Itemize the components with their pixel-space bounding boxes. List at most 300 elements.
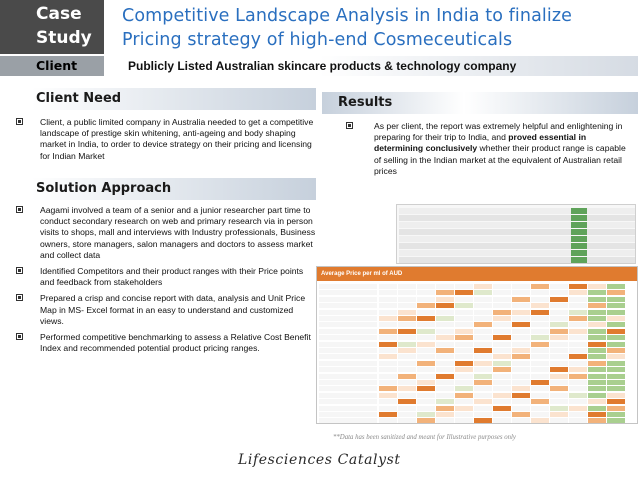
- thumbnail-cell: [588, 348, 606, 353]
- thumbnail-cell: [398, 348, 416, 353]
- thumbnail-cell: [493, 348, 511, 353]
- thumbnail-cell: [436, 380, 454, 385]
- thumbnail-cell: [550, 418, 568, 423]
- thumbnail-cell: [417, 406, 435, 411]
- thumbnail-cell: [417, 322, 435, 327]
- thumbnail-cell: [417, 297, 435, 302]
- thumbnail-cell: [531, 316, 549, 321]
- thumbnail-cell: [455, 348, 473, 353]
- thumbnail-cell: [319, 297, 377, 302]
- thumbnail-cell: [474, 342, 492, 347]
- thumbnail-cell: [417, 335, 435, 340]
- thumbnail-cell: [474, 374, 492, 379]
- thumbnail-highlight: [571, 229, 587, 235]
- thumbnail-cell: [569, 290, 587, 295]
- thumbnail-cell: [512, 329, 530, 334]
- thumbnail-cell: [493, 374, 511, 379]
- thumbnail-cell: [398, 367, 416, 372]
- thumbnail-cell: [531, 418, 549, 423]
- thumbnail-cell: [493, 412, 511, 417]
- solution-heading: Solution Approach: [36, 181, 172, 196]
- thumbnail-cell: [588, 393, 606, 398]
- thumbnail-cell: [474, 290, 492, 295]
- thumbnail-cell: [398, 418, 416, 423]
- bullet-icon: [346, 122, 353, 129]
- thumbnail-highlight: [571, 236, 587, 242]
- thumbnail-cell: [379, 284, 397, 289]
- thumbnail-cell: [512, 284, 530, 289]
- thumbnail-cell: [319, 399, 377, 404]
- thumbnail-cell: [569, 310, 587, 315]
- thumbnail-cell: [588, 367, 606, 372]
- thumbnail-highlight: [571, 250, 587, 256]
- thumbnail-cell: [379, 367, 397, 372]
- thumbnail-row: [399, 208, 635, 214]
- thumbnail-cell: [379, 348, 397, 353]
- thumbnail-cell: [455, 374, 473, 379]
- thumbnail-cell: [512, 310, 530, 315]
- thumbnail-cell: [550, 380, 568, 385]
- thumbnail-cell: [319, 310, 377, 315]
- thumbnail-cell: [436, 361, 454, 366]
- thumbnail-cell: [455, 329, 473, 334]
- thumbnail-cell: [607, 354, 625, 359]
- thumbnail-cell: [493, 310, 511, 315]
- thumbnail-cell: [474, 335, 492, 340]
- thumbnail-cell: [550, 354, 568, 359]
- thumbnail-cell: [417, 367, 435, 372]
- thumbnail-cell: [455, 316, 473, 321]
- thumbnail-cell: [569, 284, 587, 289]
- thumbnail-cell: [607, 310, 625, 315]
- thumbnail-cell: [455, 303, 473, 308]
- thumbnail-cell: [398, 361, 416, 366]
- thumbnail-cell: [436, 386, 454, 391]
- thumbnail-cell: [607, 406, 625, 411]
- thumbnail-cell: [417, 342, 435, 347]
- thumbnail-cell: [607, 342, 625, 347]
- thumbnail-cell: [607, 393, 625, 398]
- thumbnail-cell: [588, 361, 606, 366]
- thumbnail-cell: [588, 412, 606, 417]
- list-item: Client, a public limited company in Australia needed to get a competitive landscape of prestige skin whitening, anti-ageing and body shaping market in India, to order to device strategy on their pricing and licensing for Indian Market: [0, 117, 316, 162]
- thumbnail-cell: [531, 386, 549, 391]
- thumbnail-cell: [455, 386, 473, 391]
- thumbnail-cell: [607, 361, 625, 366]
- bullet-icon: [16, 118, 23, 125]
- thumbnail-cell: [436, 412, 454, 417]
- thumbnail-highlight: [571, 215, 587, 221]
- thumbnail-cell: [512, 412, 530, 417]
- thumbnail-cell: [512, 380, 530, 385]
- thumbnail-cell: [319, 361, 377, 366]
- thumbnail-cell: [531, 322, 549, 327]
- thumbnail-cell: [455, 412, 473, 417]
- thumbnail-cell: [493, 380, 511, 385]
- thumbnail-cell: [493, 284, 511, 289]
- thumbnail-cell: [607, 418, 625, 423]
- thumbnail-cell: [493, 342, 511, 347]
- thumbnail-cell: [493, 290, 511, 295]
- thumbnail-highlight: [571, 208, 587, 214]
- thumbnail-cell: [607, 412, 625, 417]
- thumbnail-cell: [379, 380, 397, 385]
- thumbnail-highlight: [571, 222, 587, 228]
- bullet-icon: [16, 267, 23, 274]
- bullet-icon: [16, 294, 23, 301]
- thumbnail-cell: [531, 374, 549, 379]
- thumbnail-cell: [474, 393, 492, 398]
- thumbnail-cell: [379, 418, 397, 423]
- thumbnail-row: [399, 229, 635, 235]
- thumbnail-cell: [474, 303, 492, 308]
- thumbnail-row: [399, 243, 635, 249]
- thumbnail-cell: [379, 374, 397, 379]
- thumbnail-cell: [398, 406, 416, 411]
- thumbnail-cell: [607, 380, 625, 385]
- thumbnail-cell: [417, 284, 435, 289]
- thumbnail-cell: [512, 290, 530, 295]
- thumbnail-cell: [512, 393, 530, 398]
- thumbnail-cell: [512, 297, 530, 302]
- title-line1: Competitive Landscape Analysis in India to finalize: [122, 6, 572, 26]
- price-table-grid: [317, 281, 637, 424]
- thumbnail-cell: [417, 380, 435, 385]
- thumbnail-cell: [436, 367, 454, 372]
- thumbnail-cell: [588, 374, 606, 379]
- thumbnail-cell: [607, 316, 625, 321]
- list-item: Aagami involved a team of a senior and a junior researcher part time to conduct secondary research on web and primary research via in person visits to shops, mall and interviews with Industry professionals, Business owners, store managers, salon managers and doctors to assess market and collect data: [0, 205, 316, 261]
- thumbnail-cell: [607, 367, 625, 372]
- thumbnail-cell: [398, 284, 416, 289]
- thumbnail-cell: [531, 361, 549, 366]
- thumbnail-cell: [474, 329, 492, 334]
- thumbnail-cell: [398, 329, 416, 334]
- thumbnail-cell: [319, 374, 377, 379]
- thumbnail-cell: [588, 335, 606, 340]
- thumbnail-cell: [512, 303, 530, 308]
- thumbnail-cell: [569, 335, 587, 340]
- case-study-line2: Study: [36, 28, 92, 48]
- thumbnail-cell: [493, 406, 511, 411]
- thumbnail-cell: [569, 303, 587, 308]
- thumbnail-cell: [455, 297, 473, 302]
- solution-list: [0, 205, 316, 359]
- thumbnail-cell: [398, 374, 416, 379]
- thumbnail-cell: [550, 329, 568, 334]
- thumbnail-cell: [550, 412, 568, 417]
- thumbnail-cell: [398, 342, 416, 347]
- client-label: Client: [0, 56, 104, 76]
- thumbnail-cell: [493, 354, 511, 359]
- case-study-line1: Case: [36, 4, 82, 24]
- thumbnail-cell: [379, 310, 397, 315]
- thumbnail-cell: [607, 335, 625, 340]
- list-item: As per client, the report was extremely helpful and enlightening in preparing for their trip to India, and proved essential in determining conclusively whether their product range is capable of selling in the Indian market at the equivalent of Australian retail prices: [322, 121, 628, 177]
- list-item: Prepared a crisp and concise report with data, analysis and Unit Price Map in MS- Excel format in an easy to understand and customized views.: [0, 293, 316, 327]
- thumbnail-cell: [512, 316, 530, 321]
- thumbnail-cell: [569, 322, 587, 327]
- thumbnail-cell: [493, 335, 511, 340]
- thumbnail-cell: [607, 303, 625, 308]
- thumbnail-highlight: [571, 243, 587, 249]
- thumbnail-cell: [512, 335, 530, 340]
- thumbnail-cell: [436, 348, 454, 353]
- thumbnail-cell: [455, 290, 473, 295]
- bullet-icon: [16, 206, 23, 213]
- thumbnail-cell: [319, 412, 377, 417]
- thumbnail-cell: [493, 316, 511, 321]
- thumbnail-cell: [417, 348, 435, 353]
- thumbnail-cell: [569, 393, 587, 398]
- thumbnail-cell: [588, 342, 606, 347]
- thumbnail-cell: [588, 316, 606, 321]
- thumbnail-cell: [417, 393, 435, 398]
- client-need-header: [0, 88, 316, 110]
- page-title: [122, 4, 632, 52]
- thumbnail-cell: [319, 354, 377, 359]
- thumbnail-cell: [474, 310, 492, 315]
- thumbnail-cell: [417, 303, 435, 308]
- thumbnail-cell: [455, 335, 473, 340]
- thumbnail-cell: [398, 297, 416, 302]
- thumbnail-cell: [512, 361, 530, 366]
- thumbnail-cell: [455, 342, 473, 347]
- list-item: Performed competitive benchmarking to assess a Relative Cost Benefit Index and recommended potential product pricing ranges.: [0, 332, 316, 354]
- thumbnail-cell: [474, 412, 492, 417]
- thumbnail-cell: [531, 303, 549, 308]
- thumbnail-cell: [474, 354, 492, 359]
- thumbnail-cell: [531, 406, 549, 411]
- thumbnail-cell: [493, 322, 511, 327]
- thumbnail-cell: [319, 406, 377, 411]
- thumbnail-cell: [319, 348, 377, 353]
- thumbnail-cell: [550, 393, 568, 398]
- thumbnail-cell: [531, 310, 549, 315]
- thumbnail-cell: [436, 329, 454, 334]
- thumbnail-cell: [550, 303, 568, 308]
- price-table-thumbnail: [316, 266, 638, 424]
- thumbnail-cell: [550, 284, 568, 289]
- thumbnail-row: [399, 222, 635, 228]
- thumbnail-row: [399, 250, 635, 256]
- thumbnail-cell: [550, 374, 568, 379]
- thumbnail-cell: [319, 303, 377, 308]
- thumbnail-cell: [607, 399, 625, 404]
- thumbnail-cell: [436, 322, 454, 327]
- thumbnail-cell: [607, 290, 625, 295]
- thumbnail-cell: [512, 322, 530, 327]
- client-need-heading: Client Need: [36, 91, 122, 106]
- thumbnail-cell: [531, 329, 549, 334]
- thumbnail-cell: [319, 393, 377, 398]
- thumbnail-cell: [319, 284, 377, 289]
- thumbnail-cell: [474, 284, 492, 289]
- thumbnail-cell: [550, 297, 568, 302]
- thumbnail-cell: [436, 399, 454, 404]
- footer-brand: Lifesciences Catalyst: [238, 452, 401, 468]
- thumbnail-cell: [398, 380, 416, 385]
- thumbnail-row: [399, 257, 635, 263]
- thumbnail-cell: [474, 380, 492, 385]
- thumbnail-cell: [493, 367, 511, 372]
- thumbnail-cell: [474, 322, 492, 327]
- thumbnail-cell: [569, 316, 587, 321]
- thumbnail-cell: [512, 418, 530, 423]
- thumbnail-cell: [474, 418, 492, 423]
- thumbnail-row: [399, 215, 635, 221]
- thumbnail-cell: [398, 399, 416, 404]
- results-header: [322, 92, 638, 114]
- thumbnail-cell: [493, 303, 511, 308]
- thumbnail-cell: [550, 310, 568, 315]
- thumbnail-cell: [417, 412, 435, 417]
- thumbnail-cell: [319, 290, 377, 295]
- thumbnail-cell: [493, 329, 511, 334]
- thumbnail-cell: [531, 399, 549, 404]
- bullet-icon: [16, 333, 23, 340]
- thumbnail-cell: [398, 303, 416, 308]
- thumbnail-cell: [474, 348, 492, 353]
- thumbnail-cell: [607, 348, 625, 353]
- thumbnail-cell: [550, 322, 568, 327]
- client-need-list: [0, 117, 316, 167]
- thumbnail-cell: [493, 399, 511, 404]
- thumbnail-cell: [398, 322, 416, 327]
- thumbnail-cell: [493, 393, 511, 398]
- thumbnail-cell: [417, 386, 435, 391]
- thumbnail-cell: [379, 290, 397, 295]
- thumbnail-cell: [569, 354, 587, 359]
- thumbnail-cell: [588, 297, 606, 302]
- thumbnail-cell: [493, 418, 511, 423]
- thumbnail-cell: [474, 399, 492, 404]
- thumbnail-cell: [398, 310, 416, 315]
- thumbnail-cell: [379, 412, 397, 417]
- thumbnail-cell: [455, 406, 473, 411]
- thumbnail-cell: [588, 386, 606, 391]
- thumbnail-cell: [319, 329, 377, 334]
- thumbnail-cell: [319, 335, 377, 340]
- thumbnail-cell: [588, 290, 606, 295]
- thumbnail-highlight: [571, 257, 587, 263]
- thumbnail-cell: [455, 367, 473, 372]
- list-item: Identified Competitors and their product ranges with their Price points and feedback from stakeholders: [0, 266, 316, 288]
- thumbnail-cell: [607, 284, 625, 289]
- thumbnail-cell: [569, 367, 587, 372]
- thumbnail-cell: [569, 406, 587, 411]
- thumbnail-cell: [550, 367, 568, 372]
- thumbnail-row: [399, 236, 635, 242]
- thumbnail-cell: [455, 399, 473, 404]
- thumbnail-cell: [398, 316, 416, 321]
- thumbnail-cell: [531, 335, 549, 340]
- thumbnail-cell: [588, 310, 606, 315]
- thumbnail-cell: [436, 290, 454, 295]
- disclaimer-note: **Data has been sanitized and meant for Illustrative purposes only: [333, 434, 516, 441]
- thumbnail-cell: [436, 393, 454, 398]
- thumbnail-cell: [588, 329, 606, 334]
- thumbnail-cell: [588, 418, 606, 423]
- thumbnail-cell: [531, 354, 549, 359]
- thumbnail-cell: [531, 380, 549, 385]
- thumbnail-cell: [379, 361, 397, 366]
- thumbnail-cell: [379, 303, 397, 308]
- thumbnail-cell: [569, 361, 587, 366]
- thumbnail-cell: [417, 361, 435, 366]
- solution-header: [0, 178, 316, 200]
- thumbnail-cell: [588, 399, 606, 404]
- thumbnail-cell: [550, 335, 568, 340]
- thumbnail-cell: [493, 297, 511, 302]
- thumbnail-cell: [474, 386, 492, 391]
- thumbnail-cell: [379, 335, 397, 340]
- thumbnail-cell: [379, 406, 397, 411]
- thumbnail-cell: [531, 284, 549, 289]
- thumbnail-cell: [512, 374, 530, 379]
- thumbnail-cell: [455, 418, 473, 423]
- thumbnail-cell: [319, 316, 377, 321]
- thumbnail-cell: [588, 322, 606, 327]
- thumbnail-cell: [379, 342, 397, 347]
- thumbnail-cell: [550, 399, 568, 404]
- thumbnail-cell: [607, 386, 625, 391]
- thumbnail-cell: [531, 297, 549, 302]
- thumbnail-cell: [550, 316, 568, 321]
- thumbnail-cell: [607, 297, 625, 302]
- thumbnail-cell: [512, 367, 530, 372]
- thumbnail-cell: [319, 342, 377, 347]
- thumbnail-cell: [550, 342, 568, 347]
- thumbnail-cell: [493, 361, 511, 366]
- thumbnail-cell: [550, 290, 568, 295]
- thumbnail-cell: [398, 393, 416, 398]
- thumbnail-cell: [569, 386, 587, 391]
- results-heading: Results: [338, 95, 393, 110]
- thumbnail-cell: [512, 406, 530, 411]
- thumbnail-cell: [455, 361, 473, 366]
- case-study-badge: [0, 0, 104, 54]
- thumbnail-cell: [379, 329, 397, 334]
- thumbnail-cell: [531, 348, 549, 353]
- thumbnail-cell: [455, 354, 473, 359]
- thumbnail-cell: [455, 322, 473, 327]
- thumbnail-cell: [588, 303, 606, 308]
- thumbnail-cell: [436, 284, 454, 289]
- thumbnail-cell: [569, 380, 587, 385]
- thumbnail-cell: [319, 367, 377, 372]
- thumbnail-cell: [436, 342, 454, 347]
- thumbnail-cell: [569, 412, 587, 417]
- thumbnail-cell: [569, 399, 587, 404]
- title-line2: Pricing strategy of high-end Cosmeceuticals: [122, 30, 513, 50]
- thumbnail-cell: [436, 406, 454, 411]
- thumbnail-cell: [512, 348, 530, 353]
- thumbnail-cell: [550, 348, 568, 353]
- thumbnail-cell: [531, 367, 549, 372]
- thumbnail-cell: [474, 361, 492, 366]
- thumbnail-cell: [436, 374, 454, 379]
- thumbnail-cell: [319, 322, 377, 327]
- thumbnail-cell: [531, 412, 549, 417]
- results-list: [322, 121, 628, 182]
- thumbnail-cell: [569, 342, 587, 347]
- thumbnail-cell: [512, 386, 530, 391]
- thumbnail-cell: [531, 393, 549, 398]
- thumbnail-cell: [474, 297, 492, 302]
- thumbnail-cell: [417, 374, 435, 379]
- thumbnail-cell: [436, 303, 454, 308]
